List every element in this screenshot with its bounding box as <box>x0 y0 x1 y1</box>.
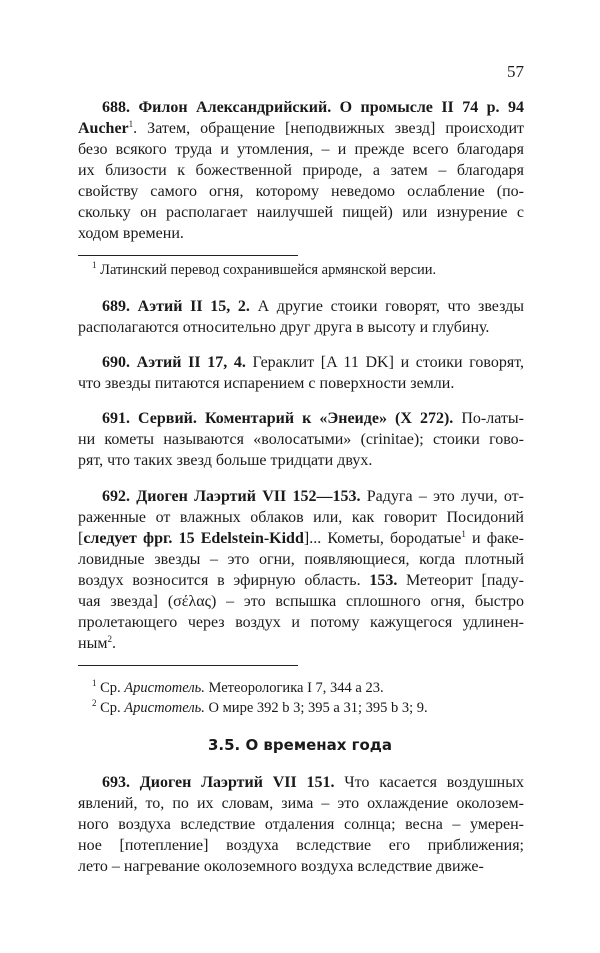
text-line <box>78 633 524 654</box>
text-run: ного воздуха вследствие отдаления солнца; весна – умерен- <box>78 816 524 833</box>
text-run: и факе- <box>465 530 525 547</box>
text-run: явлений, то, по их словам, зима – это охлаждение околозем- <box>78 795 524 812</box>
text-run: ]... Кометы, бородатые <box>303 530 462 547</box>
text-line <box>78 814 524 835</box>
text-run: раженные от влажных облаков или, как говорит Посидоний <box>78 509 524 526</box>
text-line <box>78 570 524 591</box>
text-line <box>78 260 524 280</box>
text-run: ным <box>78 635 108 652</box>
footnotes-688 <box>78 260 524 280</box>
text-run: [ <box>78 530 84 547</box>
text-line <box>78 181 524 202</box>
entry-691 <box>78 408 524 471</box>
entry-693 <box>78 772 524 877</box>
text-run: Метеорит [паду- <box>397 572 524 589</box>
text-run: Что касается воздушных <box>334 774 524 791</box>
bold-text: 153. <box>369 572 398 589</box>
italic-text: Аристотель. <box>124 700 205 716</box>
text-line <box>78 202 524 223</box>
text-run: Ср. <box>96 680 125 696</box>
text-run: ни кометы называются «волосатыми» (crinitae); стоики гово- <box>78 431 524 448</box>
bold-text: 688. Филон Александрийский. О промысле II 74 р. 94 <box>102 99 524 116</box>
text-line <box>78 698 524 718</box>
footnotes-692 <box>78 678 524 718</box>
text-run: Ср. <box>96 700 125 716</box>
text-line <box>78 296 524 317</box>
entry-692 <box>78 486 524 654</box>
bold-text: 689. Аэтий II 15, 2. <box>102 298 250 315</box>
entry-688 <box>78 97 524 244</box>
text-run: Метеорологика I 7, 344 а 23. <box>204 680 384 696</box>
text-line <box>78 373 524 394</box>
bold-text: 691. Сервий. Коментарий к «Энеиде» <box>102 410 387 427</box>
text-run: Гераклит [A 11 DK] и стоики говорят, <box>245 354 525 371</box>
text-line <box>78 678 524 698</box>
text-line <box>78 591 524 612</box>
text-run: лето – нагревание околоземного воздуха вследствие движе- <box>78 858 484 875</box>
text-run: ловидные звезды – это огни, появляющиеся, когда плотный <box>78 551 524 568</box>
text-run: О мире 392 b 3; 395 а 31; 395 b 3; 9. <box>204 700 428 716</box>
section-heading: 3.5. О временах года <box>207 736 393 754</box>
bold-text: следует фрг. 15 Edelstein-Kidd <box>83 530 304 547</box>
text-run: чая звезда] (σέλας) – это вспышка сплошного огня, быстро <box>78 593 524 610</box>
footnote-rule <box>78 255 298 256</box>
text-line <box>78 772 524 793</box>
footnote-marker: 1 <box>92 678 97 688</box>
text-run: ное [потепление] воздуха вследствие его приближения; <box>78 837 524 854</box>
text-run: безо всякого труда и утомления, – и прежде всего благодаря <box>78 141 524 158</box>
text-run: их близости к божественной природе, а затем – благодаря <box>78 162 524 179</box>
text-line <box>78 528 524 549</box>
text-run: Латинский перевод сохранившейся армянской версии. <box>96 262 437 278</box>
text-line <box>78 223 524 244</box>
text-line <box>78 352 524 373</box>
text-run: По-латы- <box>461 410 524 427</box>
text-run: рят, что таких звезд больше тридцати двух. <box>78 452 373 469</box>
text-run: А другие стоики говорят, что звезды <box>249 298 525 315</box>
footnote-marker: 2 <box>92 698 97 708</box>
bold-text: (X 272). <box>386 410 462 427</box>
text-run: пролетающего через воздух и потому кажущегося удлинен- <box>78 614 524 631</box>
entry-689 <box>78 296 524 338</box>
text-line <box>78 118 524 139</box>
bold-text: Aucher <box>78 120 129 137</box>
bold-text: 690. Аэтий II 17, 4. <box>102 354 246 371</box>
text-line <box>78 97 524 118</box>
text-run: воздух возносится в эфирную область. <box>78 572 370 589</box>
footnote-marker: 2 <box>107 634 112 644</box>
text-line <box>78 835 524 856</box>
italic-text: Аристотель. <box>124 680 205 696</box>
text-line <box>78 450 524 471</box>
entry-690 <box>78 352 524 394</box>
text-run: . <box>111 635 116 652</box>
text-run: . Затем, обращение [неподвижных звезд] происходит <box>133 120 524 137</box>
page-number: 57 <box>507 62 524 81</box>
text-run: скольку он располагает наилучшей пищей) или изнурение с <box>78 204 524 221</box>
text-line <box>78 317 524 338</box>
text-line <box>78 408 524 429</box>
bold-text: 693. Диоген Лаэртий VII 151. <box>102 774 335 791</box>
text-line <box>78 856 524 877</box>
footnote-marker: 1 <box>461 529 466 539</box>
text-line <box>78 793 524 814</box>
text-line <box>78 429 524 450</box>
text-line <box>78 160 524 181</box>
text-line <box>78 486 524 507</box>
text-line <box>78 507 524 528</box>
footnote-marker: 1 <box>92 260 97 270</box>
text-run: располагаются относительно друг друга в высоту и глубину. <box>78 319 490 336</box>
text-line <box>78 612 524 633</box>
text-run: Радуга – это лучи, от- <box>360 488 524 505</box>
footnote-rule <box>78 665 298 666</box>
footnote-marker: 1 <box>128 119 134 129</box>
text-run: ходом времени. <box>78 225 184 242</box>
text-run: свойству самого огня, которому неведомо ослабление (по- <box>78 183 524 200</box>
text-line <box>78 139 524 160</box>
text-line <box>78 549 524 570</box>
text-run: что звезды питаются испарением с поверхности земли. <box>78 375 455 392</box>
bold-text: 692. Диоген Лаэртий VII 152—153. <box>102 488 361 505</box>
